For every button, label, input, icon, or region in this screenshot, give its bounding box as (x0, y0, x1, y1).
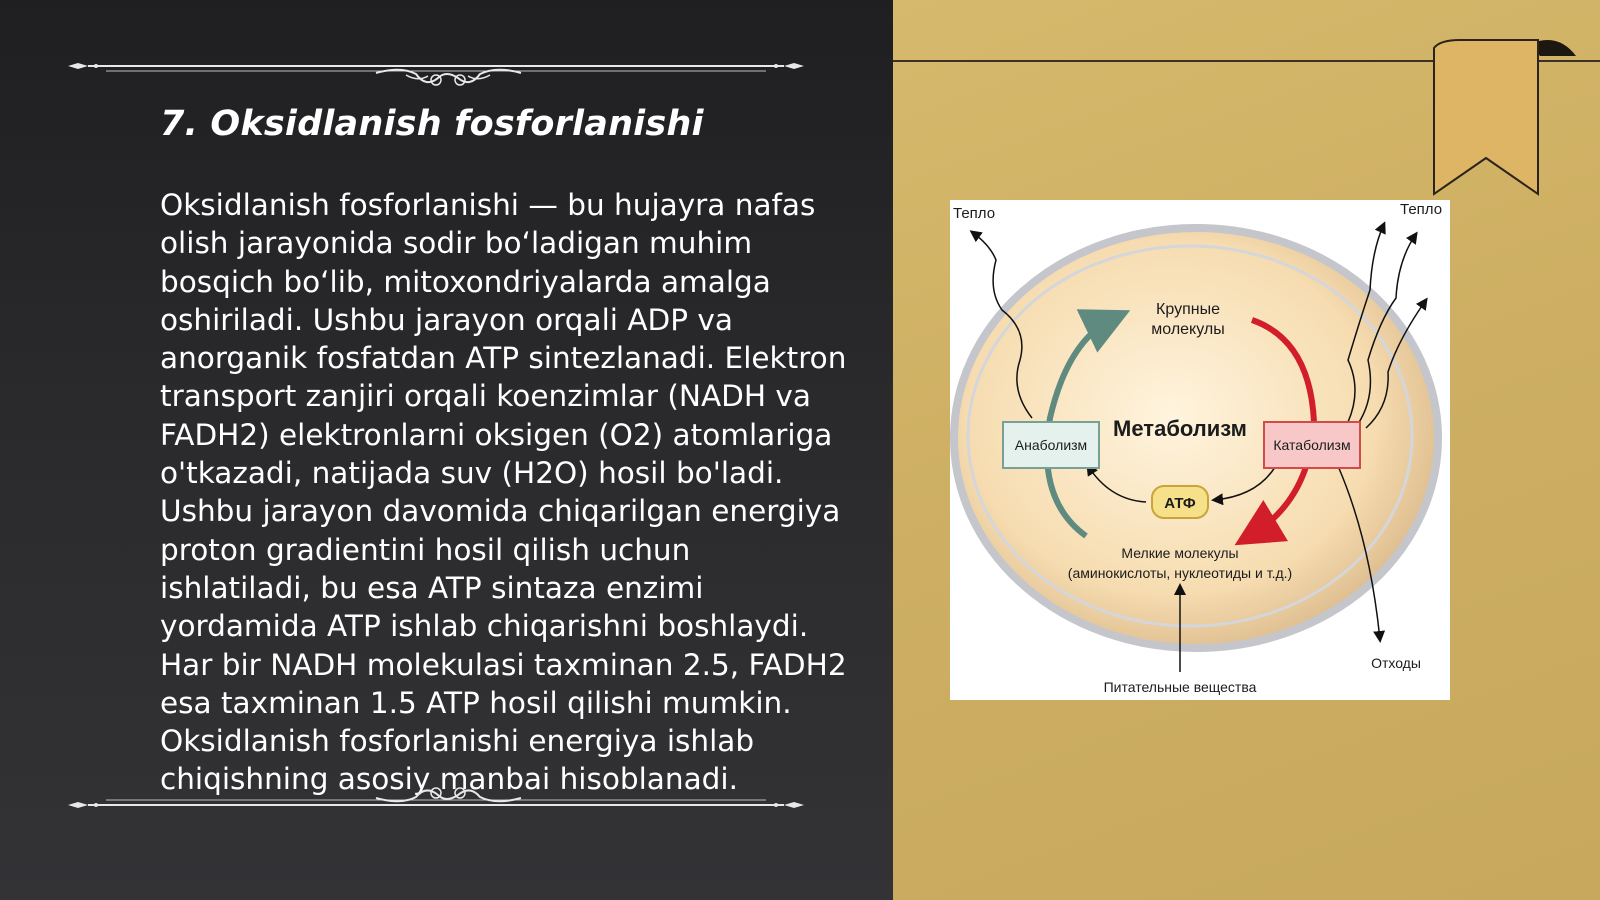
anabolism-label: Анаболизм (1014, 437, 1088, 453)
top-ornament-divider (66, 48, 826, 88)
slide-title: 7. Oksidlanish fosforlanishi (160, 104, 704, 144)
bottom-ornament-divider (66, 787, 826, 827)
metabolism-label: Метаболизм (1113, 416, 1247, 441)
slide-body-text: Oksidlanish fosforlanishi — bu hujayra nafas olish jarayonida sodir bo‘ladigan muhim bosqich bo‘lib, mitoxondriyalarda amalga oshiriladi. Ushbu jarayon orqali ADP va anorganik fosfatdan ATP sintezlanadi. Elektron transport zanjiri orqali koenzimlar (NADH va FADH2) elektronlarni oksigen (O2) atomlariga o'tkazadi, natijada suv (H2O) hosil bo'ladi. Ushbu jarayon davomida chiqarilgan energiya proton gradientini hosil qilish uchun ishlatiladi, bu esa ATP sintaza enzimi yordamida ATP ishlab chiqarishni boshlaydi. Har bir NADH molekulasi taxminan 2.5, FADH2 esa taxminan 1.5 ATP hosil qilishi mumkin. Oksidlanish fosforlanishi energiya ishlab chiqishning asosiy manbai hisoblanadi. (160, 188, 847, 797)
heat-left-label: Тепло (953, 205, 996, 222)
small-molecules-label: Мелкие молекулы (1121, 545, 1239, 561)
large-molecules-label: Крупные (1156, 301, 1220, 318)
waste-label: Отходы (1371, 655, 1421, 671)
bookmark-ribbon-icon (1430, 36, 1590, 206)
large-molecules-label-2: молекулы (1151, 321, 1225, 338)
metabolism-diagram (950, 200, 1450, 700)
small-molecules-detail: (аминокислоты, нуклеотиды и т.д.) (1067, 565, 1293, 581)
nutrients-label: Питательные вещества (1103, 679, 1257, 695)
catabolism-label: Катаболизм (1273, 437, 1351, 453)
atp-label: АТФ (1164, 495, 1196, 512)
heat-right-label: Тепло (1400, 201, 1443, 218)
